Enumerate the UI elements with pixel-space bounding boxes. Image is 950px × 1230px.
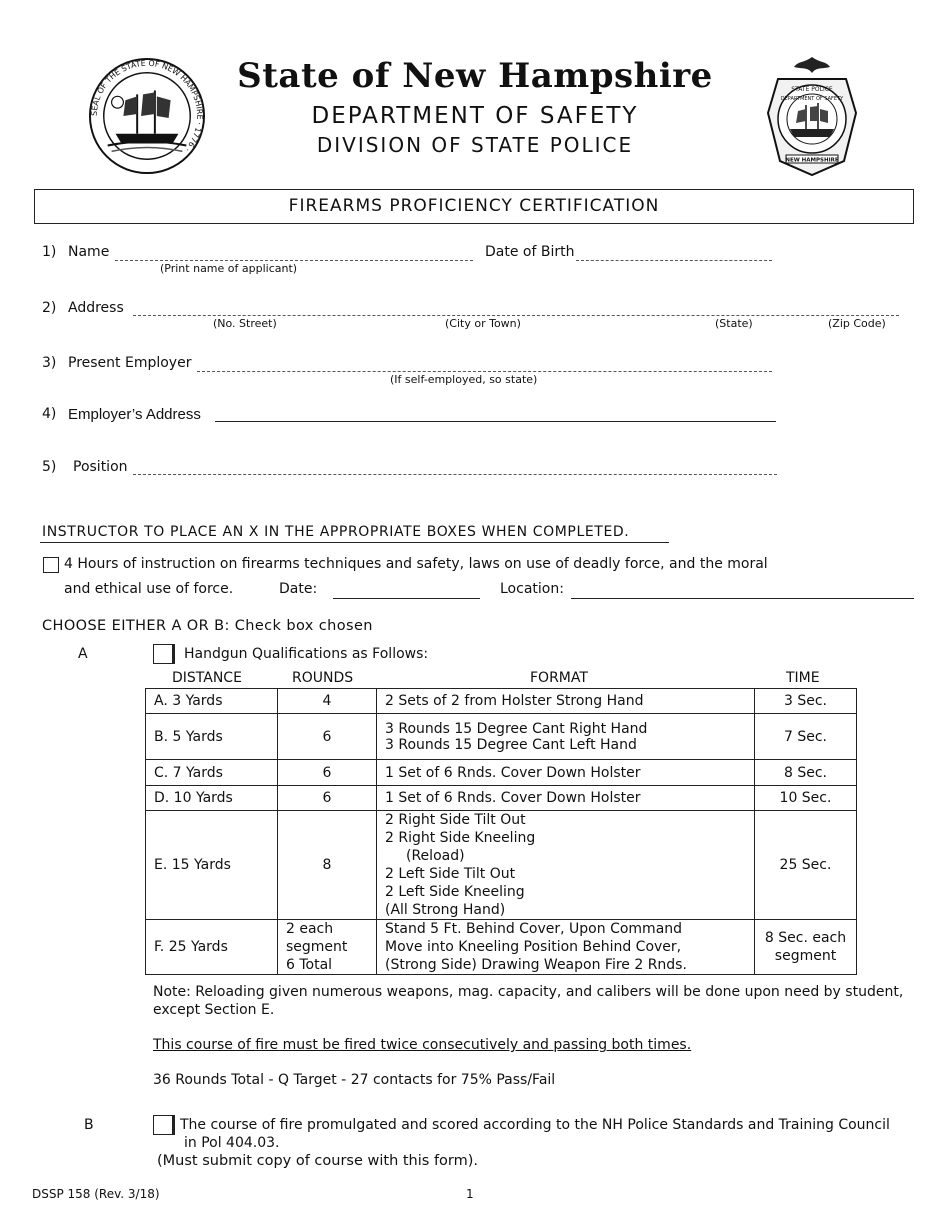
option-a-label: Handgun Qualifications as Follows:	[184, 646, 429, 662]
field-1-number: 1)	[42, 244, 57, 260]
address-sub-state: (State)	[715, 317, 753, 330]
row-time: 25 Sec.	[755, 811, 857, 920]
position-input[interactable]	[133, 474, 777, 475]
row-time: 8 Sec.	[755, 760, 857, 786]
instruction-line-1: 4 Hours of instruction on firearms techniques and safety, laws on use of deadly force, and the moral	[64, 556, 768, 572]
row-format: 2 Right Side Tilt Out 2 Right Side Kneeling (Reload) 2 Left Side Tilt Out 2 Left Side Kneeling (All Strong Hand)	[377, 811, 755, 920]
table-row	[146, 714, 857, 760]
option-b-checkbox[interactable]	[153, 1115, 175, 1135]
option-b-line-3: (Must submit copy of course with this form).	[157, 1153, 479, 1169]
dob-input[interactable]	[576, 260, 772, 261]
row-format: 3 Rounds 15 Degree Cant Right Hand 3 Rounds 15 Degree Cant Left Hand	[377, 714, 755, 760]
row-rounds: 6	[278, 760, 377, 786]
header-distance: DISTANCE	[172, 670, 242, 686]
department-title: DEPARTMENT OF SAFETY	[311, 103, 639, 129]
row-rounds: 6	[278, 714, 377, 760]
row-time: 7 Sec.	[755, 714, 857, 760]
form-title: FIREARMS PROFICIENCY CERTIFICATION	[34, 189, 914, 224]
field-4-number: 4)	[42, 406, 57, 422]
badge-top-text: STATE POLICE	[791, 86, 833, 93]
row-time: 10 Sec.	[755, 786, 857, 811]
row-time: 8 Sec. each segment	[755, 920, 857, 975]
header-time: TIME	[786, 670, 820, 686]
row-distance: F. 25 Yards	[146, 920, 278, 975]
instructor-heading: INSTRUCTOR TO PLACE AN X IN THE APPROPRIATE BOXES WHEN COMPLETED.	[42, 524, 630, 540]
row-format: Stand 5 Ft. Behind Cover, Upon Command Move into Kneeling Position Behind Cover, (Strong Side) Drawing Weapon Fire 2 Rnds.	[377, 920, 755, 975]
name-label: Name	[68, 244, 110, 260]
field-3-number: 3)	[42, 355, 57, 371]
option-a-letter: A	[78, 646, 88, 662]
position-label: Position	[73, 459, 128, 475]
location-label: Location:	[500, 581, 564, 597]
address-sub-street: (No. Street)	[213, 317, 277, 330]
header-rounds: ROUNDS	[292, 670, 354, 686]
employer-input[interactable]	[197, 371, 772, 372]
note-line-1: Note: Reloading given numerous weapons, mag. capacity, and calibers will be done upon need by student,	[153, 984, 904, 1000]
table-row	[146, 920, 857, 975]
seal-ring-text: SEAL OF THE STATE OF NEW HAMPSHIRE · 1776 ·	[89, 58, 205, 154]
row-format: 2 Sets of 2 from Holster Strong Hand	[377, 689, 755, 714]
division-title: DIVISION OF STATE POLICE	[316, 133, 634, 157]
instruction-checkbox[interactable]	[43, 557, 59, 573]
rounds-total: 36 Rounds Total - Q Target - 27 contacts for 75% Pass/Fail	[153, 1072, 556, 1088]
table-row	[146, 786, 857, 811]
row-distance: A. 3 Yards	[146, 689, 278, 714]
row-time: 3 Sec.	[755, 689, 857, 714]
row-format: 1 Set of 6 Rnds. Cover Down Holster	[377, 786, 755, 811]
instruction-line-2: and ethical use of force.	[64, 581, 234, 597]
table-row	[146, 811, 857, 920]
state-title: State of New Hampshire	[237, 56, 713, 96]
row-format: 1 Set of 6 Rnds. Cover Down Holster	[377, 760, 755, 786]
employer-label: Present Employer	[68, 355, 192, 371]
row-rounds: 6	[278, 786, 377, 811]
option-b-line-2: in Pol 404.03.	[184, 1135, 280, 1151]
employer-address-label: Employer’s Address	[68, 406, 201, 423]
row-rounds: 8	[278, 811, 377, 920]
address-input[interactable]	[133, 315, 899, 316]
badge-mid-text: DEPARTMENT OF SAFETY	[780, 96, 844, 102]
row-rounds: 4	[278, 689, 377, 714]
badge-bottom-text: NEW HAMPSHIRE	[785, 157, 839, 164]
dob-label: Date of Birth	[485, 244, 575, 260]
handgun-qualification-table	[145, 688, 857, 975]
row-distance: C. 7 Yards	[146, 760, 278, 786]
page-number: 1	[466, 1187, 474, 1201]
row-rounds: 2 each segment 6 Total	[278, 920, 377, 975]
option-b-letter: B	[84, 1117, 94, 1133]
instructor-heading-underline	[40, 542, 669, 543]
form-id: DSSP 158 (Rev. 3/18)	[32, 1187, 160, 1201]
field-2-number: 2)	[42, 300, 57, 316]
table-row	[146, 689, 857, 714]
course-fire-statement: This course of fire must be fired twice consecutively and passing both times.	[153, 1037, 692, 1053]
name-sublabel: (Print name of applicant)	[160, 262, 298, 275]
date-label: Date:	[279, 581, 318, 597]
table-row	[146, 760, 857, 786]
employer-sublabel: (If self-employed, so state)	[390, 373, 538, 386]
note-line-2: except Section E.	[153, 1002, 275, 1018]
row-distance: B. 5 Yards	[146, 714, 278, 760]
row-distance: D. 10 Yards	[146, 786, 278, 811]
field-5-number: 5)	[42, 459, 57, 475]
location-input[interactable]	[571, 598, 914, 599]
employer-address-input[interactable]	[215, 421, 776, 422]
header-format: FORMAT	[530, 670, 588, 686]
option-a-checkbox[interactable]	[153, 644, 175, 664]
choose-instruction: CHOOSE EITHER A OR B: Check box chosen	[42, 618, 373, 634]
address-sub-city: (City or Town)	[445, 317, 521, 330]
address-label: Address	[68, 300, 124, 316]
address-sub-zip: (Zip Code)	[828, 317, 886, 330]
option-b-line-1: The course of fire promulgated and scored according to the NH Police Standards and Training Council	[180, 1117, 890, 1133]
date-input[interactable]	[333, 598, 480, 599]
row-distance: E. 15 Yards	[146, 811, 278, 920]
name-input[interactable]	[115, 260, 473, 261]
